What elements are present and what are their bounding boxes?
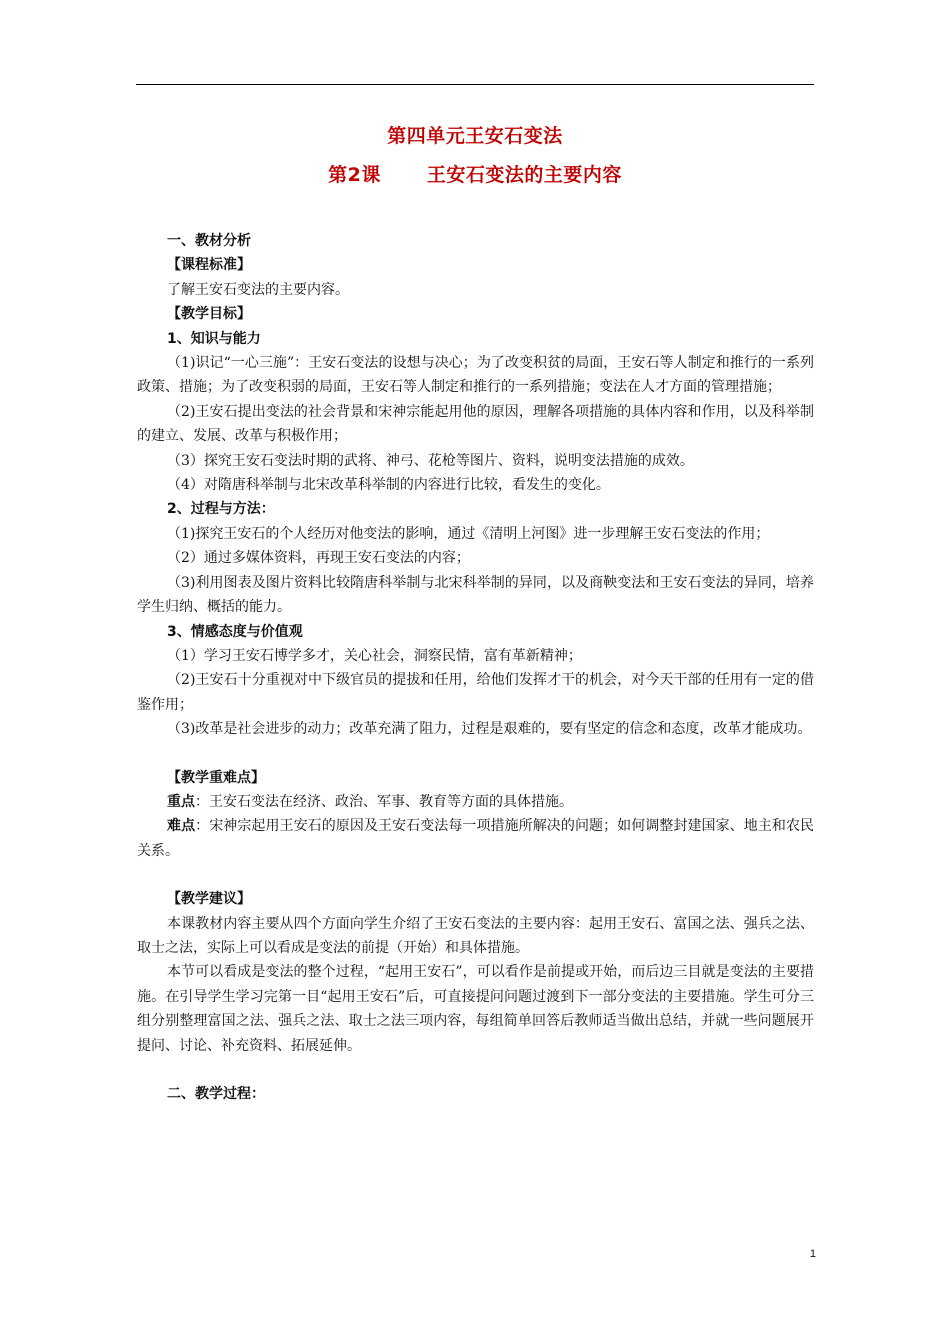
section-heading: 二、教学过程： [167,1086,265,1102]
paragraph: 本节可以看成是变法的整个过程，“起用王安石”，可以看作是前提或开始，而后边三目就是变法的主要措施。在引导学生学习完第一目“起用王安石”后，可直接提问问题过渡到下一部分变法的主要措施。学生可分三组分别整理富国之法、强兵之法、取士之法三项内容，每组简单回答后教师适当做出总结，并就一些问题展开提问、讨论、补充资料、拓展延伸。 [137,964,814,1054]
difficulty-label: 难点 [167,818,196,835]
list-item: （1)识记“一心三施”：王安石变法的设想与决心；为了改变积贫的局面，王安石等人制定和推行的一系列政策、措施；为了改变积弱的局面，王安石等人制定和推行的一系列措施；变法在人才方面的管理措施； [137,355,814,396]
key-points-label: 【教学重难点】 [167,769,265,786]
list-item: （1)探究王安石的个人经历对他变法的影响，通过《清明上河图》进一步理解王安石变法的作用； [167,525,770,542]
list-item: （2）通过多媒体资料，再现王安石变法的内容； [167,550,470,567]
lesson-title [136,160,814,187]
unit-title: 第四单元王安石变法 [387,125,563,147]
document-body [137,229,814,1106]
list-item: （2)王安石提出变法的社会背景和宋神宗能起用他的原因，理解各项措施的具体内容和作用，以及科举制的建立、发展、改革与积极作用； [137,403,814,445]
list-item: （4）对隋唐科举制与北宋改革科举制的内容进行比较，看发生的变化。 [167,477,610,494]
list-item: （3)改革是社会进步的动力；改革充满了阻力，过程是艰难的，要有坚定的信念和态度，改革才能成功。 [167,721,812,738]
process-heading: 2、过程与方法： [167,501,275,518]
difficulty-text: 难点：宋神宗起用王安石的原因及王安石变法每一项措施所解决的问题；如何调整封建国家、地主和农民关系。 [137,818,815,859]
list-item: （2)王安石十分重视对中下级官员的提拔和任用，给他们发挥才干的机会，对今天干部的任用有一定的借鉴作用； [137,672,814,713]
suggestions-label: 【教学建议】 [167,891,251,908]
header-rule [136,84,814,85]
section-heading: 一、教材分析 [167,233,251,249]
curriculum-label: 【课程标准】 [167,257,251,274]
goals-label: 【教学目标】 [167,306,251,323]
page-number: 1 [809,1248,816,1260]
curriculum-text: 了解王安石变法的主要内容。 [167,281,349,298]
focus-text: 重点：王安石变法在经济、政治、军事、教育等方面的具体措施。 [167,793,573,810]
paragraph: 本课教材内容主要从四个方面向学生介绍了王安石变法的主要内容：起用王安石、富国之法、强兵之法、取士之法，实际上可以看成是变法的前提（开始）和具体措施。 [137,915,814,956]
focus-label: 重点 [167,793,195,810]
list-item: （1）学习王安石博学多才，关心社会，洞察民情，富有革新精神； [167,647,582,664]
list-item: （3)利用图表及图片资料比较隋唐科举制与北宋科举制的异同，以及商鞅变法和王安石变法的异同，培养学生归纳、概括的能力。 [137,574,814,616]
lesson-name: 王安石变法的主要内容 [426,164,622,186]
list-item: （3）探究王安石变法时期的武将、神弓、花枪等图片、资料，说明变法措施的成效。 [167,452,694,469]
values-heading: 3、情感态度与价值观 [167,623,303,640]
knowledge-heading: 1、知识与能力 [167,330,261,347]
lesson-label: 第2课 [328,164,381,186]
